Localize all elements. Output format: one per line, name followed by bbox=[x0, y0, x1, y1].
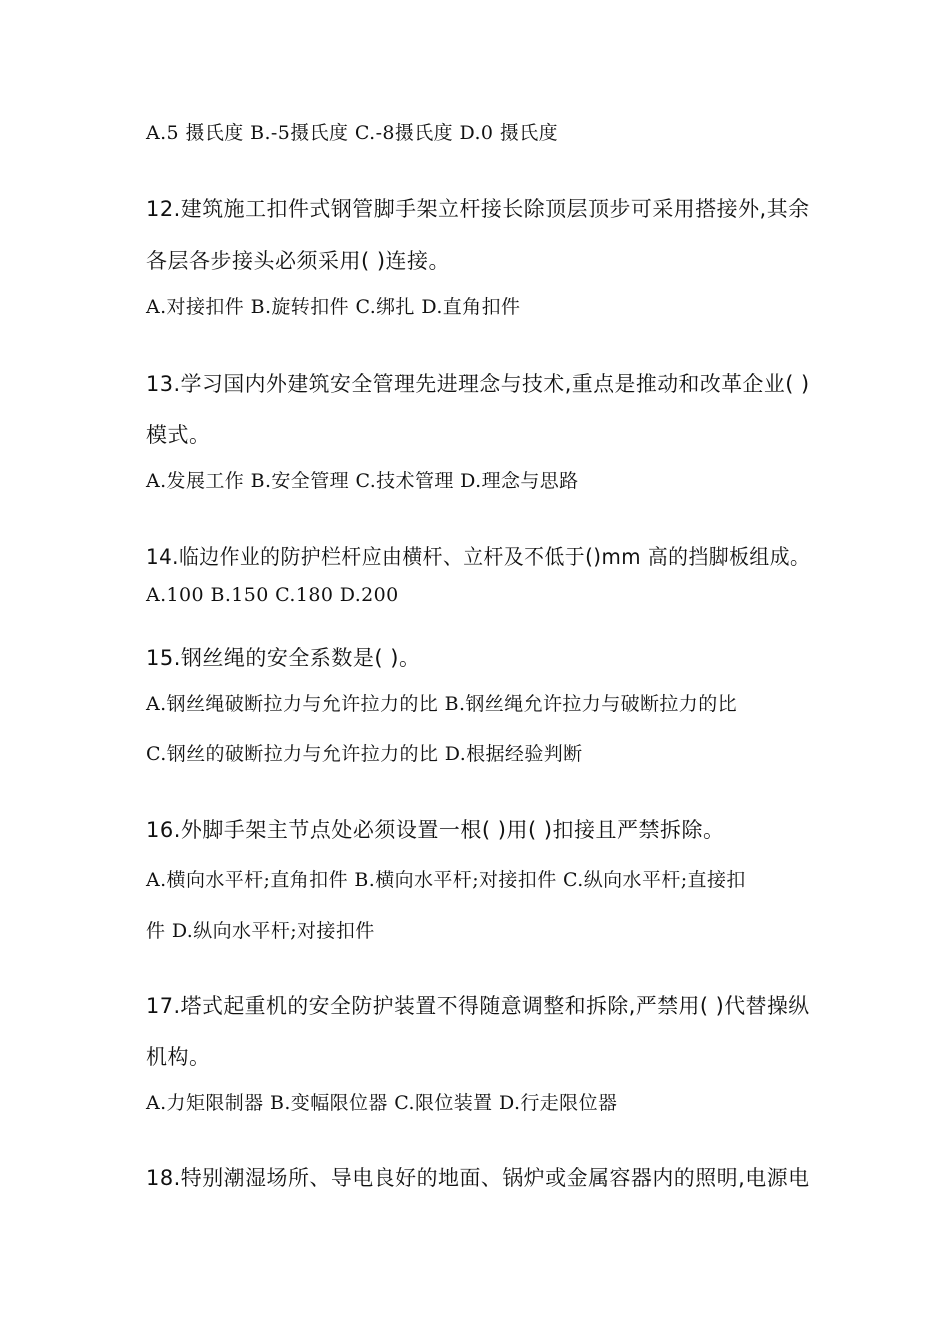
q16-options-line2: 件 D.纵向水平杆;对接扣件 bbox=[146, 920, 375, 942]
q14-options: A.100 B.150 C.180 D.200 bbox=[146, 584, 399, 606]
q15-options-line2: C.钢丝的破断拉力与允许拉力的比 D.根据经验判断 bbox=[146, 743, 583, 765]
q12-stem-line2: 各层各步接头必须采用( )连接。 bbox=[146, 249, 451, 273]
q15-options-line1: A.钢丝绳破断拉力与允许拉力的比 B.钢丝绳允许拉力与破断拉力的比 bbox=[146, 693, 738, 715]
q17-options: A.力矩限制器 B.变幅限位器 C.限位装置 D.行走限位器 bbox=[146, 1092, 618, 1114]
q11-options: A.5 摄氏度 B.-5摄氏度 C.-8摄氏度 D.0 摄氏度 bbox=[146, 122, 559, 144]
q14-stem: 14.临边作业的防护栏杆应由横杆、立杆及不低于()mm 高的挡脚板组成。 bbox=[146, 545, 811, 569]
q16-options-line1: A.横向水平杆;直角扣件 B.横向水平杆;对接扣件 C.纵向水平杆;直接扣 bbox=[146, 869, 746, 891]
q12-stem-line1: 12.建筑施工扣件式钢管脚手架立杆接长除顶层顶步可采用搭接外,其余 bbox=[146, 197, 810, 221]
q16-stem: 16.外脚手架主节点处必须设置一根( )用( )扣接且严禁拆除。 bbox=[146, 818, 725, 842]
q18-stem-line1: 18.特别潮湿场所、导电良好的地面、锅炉或金属容器内的照明,电源电 bbox=[146, 1166, 810, 1190]
q15-stem: 15.钢丝绳的安全系数是( )。 bbox=[146, 646, 421, 670]
q17-stem-line2: 机构。 bbox=[146, 1045, 211, 1069]
q13-stem-line2: 模式。 bbox=[146, 423, 211, 447]
q13-options: A.发展工作 B.安全管理 C.技术管理 D.理念与思路 bbox=[146, 470, 579, 492]
q17-stem-line1: 17.塔式起重机的安全防护装置不得随意调整和拆除,严禁用( )代替操纵 bbox=[146, 994, 810, 1018]
q12-options: A.对接扣件 B.旋转扣件 C.绑扎 D.直角扣件 bbox=[146, 296, 521, 318]
q13-stem-line1: 13.学习国内外建筑安全管理先进理念与技术,重点是推动和改革企业( ) bbox=[146, 372, 810, 396]
